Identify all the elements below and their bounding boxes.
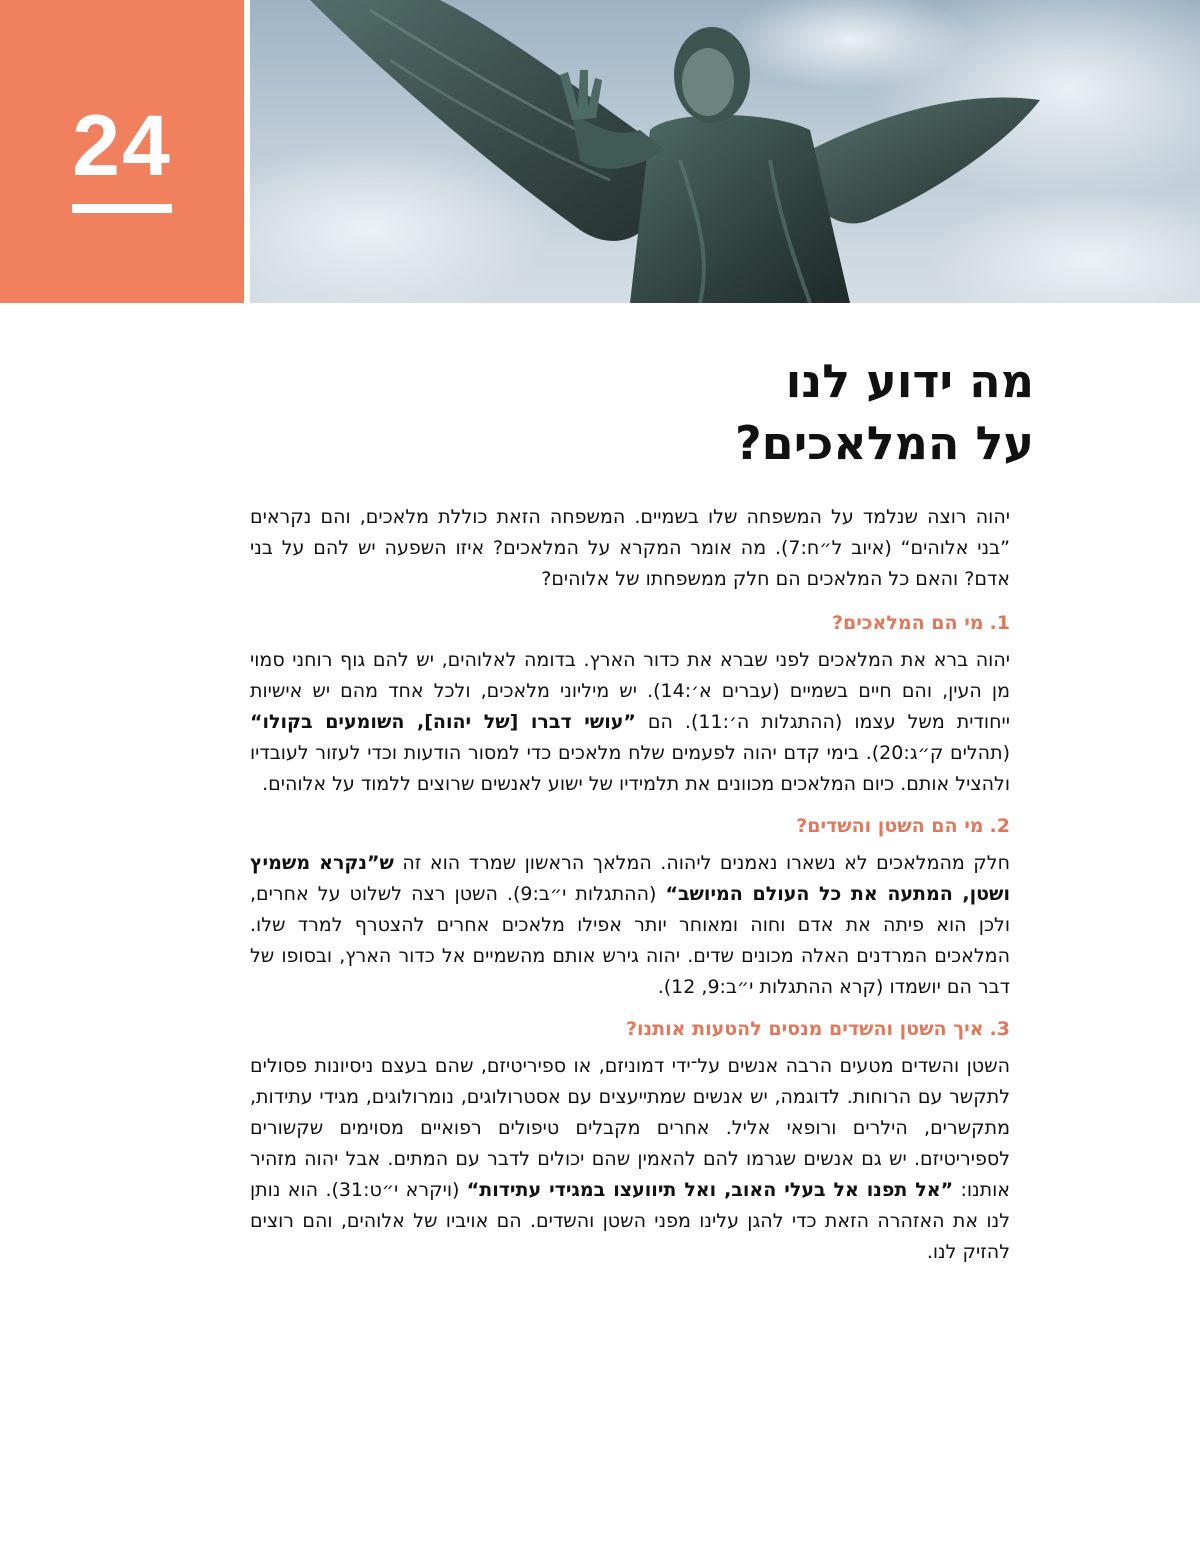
section-3-text-a: השטן והשדים מטעים הרבה אנשים על־ידי דמוניזם, או ספיריטיזם, שהם בעצם ניסיונות פסולים לתקשר עם הרוחות. לדוגמה, יש אנשים שמתייעצים עם אסטרולוגים, נומרולוגים, מגידי עתידות, מתקשרים, הילרים ורופאי אליל. אחרים מקבלים טיפולים רפואיים מסוימים שקשורים לספיריטיזם. יש גם אנשים שגרמו להם להאמין שהם יכולים לדבר עם המתים. אבל יהוה מזהיר אותנו: xyxy=(250,1055,1010,1201)
section-1-heading xyxy=(226,609,1010,637)
section-3-text-b: (ויקרא י״ט:31). הוא נותן לנו את האזהרה הזאת כדי להגן עלינו מפני השטן והשדים. הם אויביו של אלוהים, והם רוצים להזיק לנו. xyxy=(250,1179,1010,1263)
intro-paragraph: יהוה רוצה שנלמד על המשפחה שלו בשמיים. המשפחה הזאת כוללת מלאכים, והם נקראים ”בני אלוהים“ (איוב ל״ח:7). מה אומר המקרא על המלאכים? איזו השפעה יש להם על בני אדם? והאם כל המלאכים הם חלק ממשפחתו של אלוהים? xyxy=(250,506,1010,590)
lesson-number: 24 xyxy=(72,98,172,194)
page-title xyxy=(334,350,1034,474)
section-2-body xyxy=(250,848,1010,1003)
lesson-number-underline xyxy=(72,204,172,213)
title-line-2: על המלאכים? xyxy=(735,416,1034,470)
angel-statue-icon xyxy=(250,0,1200,303)
title-line-1: מה ידוע לנו xyxy=(785,354,1034,408)
section-1-text-b: (תהלים ק״ג:20). בימי קדם יהוה לפעמים שלח מלאכים כדי למסור הודעות וכדי לעזור לעובדיו ולהציל אותם. כיום המלאכים מכוונים את תלמידיו של ישוע לאנשים שרוצים ללמוד על אלוהים. xyxy=(250,742,1010,795)
angel-statue-photo xyxy=(250,0,1200,303)
section-2-number: 2. xyxy=(989,815,1010,837)
section-3-number: 3. xyxy=(989,1018,1010,1040)
section-2-heading xyxy=(226,812,1010,840)
section-1-number: 1. xyxy=(989,612,1010,634)
section-2-text-b: (ההתגלות י״ב:9). השטן רצה לשלוט על אחרים, ולכן הוא פיתה את אדם וחוה ומאוחר יותר אפילו מלאכים אחרים להצטרף למרד שלו. המלאכים המרדנים האלה מכונים שדים. יהוה גירש אותם מהשמיים אל כדור הארץ, ובסופו של דבר הם יושמדו (קרא ההתגלות י״ב:9, 12). xyxy=(250,883,1010,998)
section-2-text-a: חלק מהמלאכים לא נשארו נאמנים ליהוה. המלאך הראשון שמרד הוא זה xyxy=(393,852,1010,874)
section-3-quote: ”אל תפנו אל בעלי האוב, ואל תיוועצו במגידי עתידות“ xyxy=(466,1179,954,1201)
section-3-title: איך השטן והשדים מנסים להטעות אותנו? xyxy=(626,1018,984,1040)
section-3-heading xyxy=(226,1015,1010,1043)
section-2-title: מי הם השטן והשדים? xyxy=(796,815,984,837)
section-1-body xyxy=(250,645,1010,800)
section-1-quote: ”עושי דברו [של יהוה], השומעים בקולו“ xyxy=(250,711,636,733)
lesson-number-box xyxy=(0,0,244,303)
section-1-text-a: יהוה ברא את המלאכים לפני שברא את כדור הארץ. בדומה לאלוהים, יש להם גוף רוחני סמוי מן העין, והם חיים בשמיים (עברים א׳:14). יש מיליוני מלאכים, ולכל אחד מהם יש אישיות ייחודית משל עצמו (ההתגלות ה׳:11). הם xyxy=(250,649,1010,733)
lesson-content xyxy=(250,502,1010,1280)
section-1-title: מי הם המלאכים? xyxy=(831,612,984,634)
section-3-body xyxy=(250,1051,1010,1268)
section-2-quote: ש”נקרא משמיץ ושטן, המתעה את כל העולם המיושב“ xyxy=(250,852,1010,905)
